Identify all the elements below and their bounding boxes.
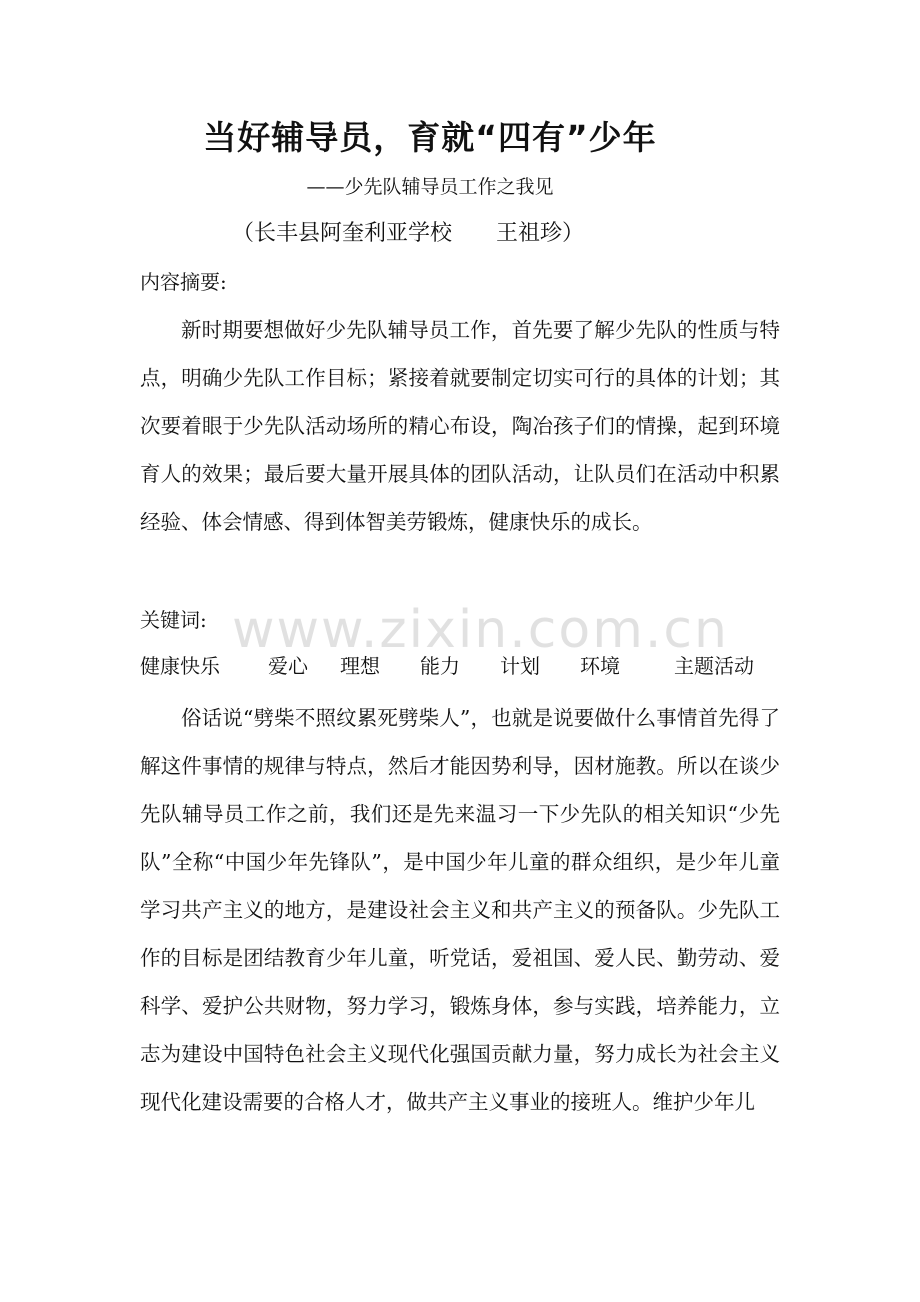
author-school: （长丰县阿奎利亚学校 [232,221,453,246]
keyword-item: 能力 [420,654,460,678]
author-name: 王祖珍） [496,221,585,246]
keyword-item: 健康快乐 [140,654,220,678]
keyword-item: 爱心 [268,654,308,678]
watermark: www.zixin.com.cn [232,600,729,660]
abstract-paragraph: 新时期要想做好少先队辅导员工作，首先要了解少先队的性质与特点，明确少先队工作目标；紧接着就要制定切实可行的具体的计划；其次要着眼于少先队活动场所的精心布设，陶冶孩子们的情操，起到环境育人的效果；最后要大量开展具体的团队活动，让队员们在活动中积累经验、体会情感、得到体智美劳锻炼，健康快乐的成长。 [140,318,780,534]
keywords-label: 关键词: [140,608,207,632]
keyword-item: 环境 [580,654,620,678]
abstract-label: 内容摘要: [140,270,227,294]
author-line [232,216,584,247]
document-subtitle: ——少先队辅导员工作之我见 [306,176,554,198]
keyword-item: 理想 [340,654,380,678]
body-paragraph: 俗话说“劈柴不照纹累死劈柴人”，也就是说要做什么事情首先得了解这件事情的规律与特点，然后才能因势利导，因材施教。所以在谈少先队辅导员工作之前，我们还是先来温习一下少先队的相关知识“少先队”全称“中国少年先锋队”，是中国少年儿童的群众组织，是少年儿童学习共产主义的地方，是建设社会主义和共产主义的预备队。少先队工作的目标是团结教育少年儿童，听党话，爱祖国、爱人民、勤劳动、爱科学、爱护公共财物，努力学习，锻炼身体，参与实践，培养能力，立志为建设中国特色社会主义现代化强国贡献力量，努力成长为社会主义现代化建设需要的合格人才，做共产主义事业的接班人。维护少年儿 [140,706,780,1114]
document-title: 当好辅导员，育就“四有”少年 [203,118,657,157]
keyword-item: 计划 [500,654,540,678]
keyword-item: 主题活动 [674,654,754,678]
